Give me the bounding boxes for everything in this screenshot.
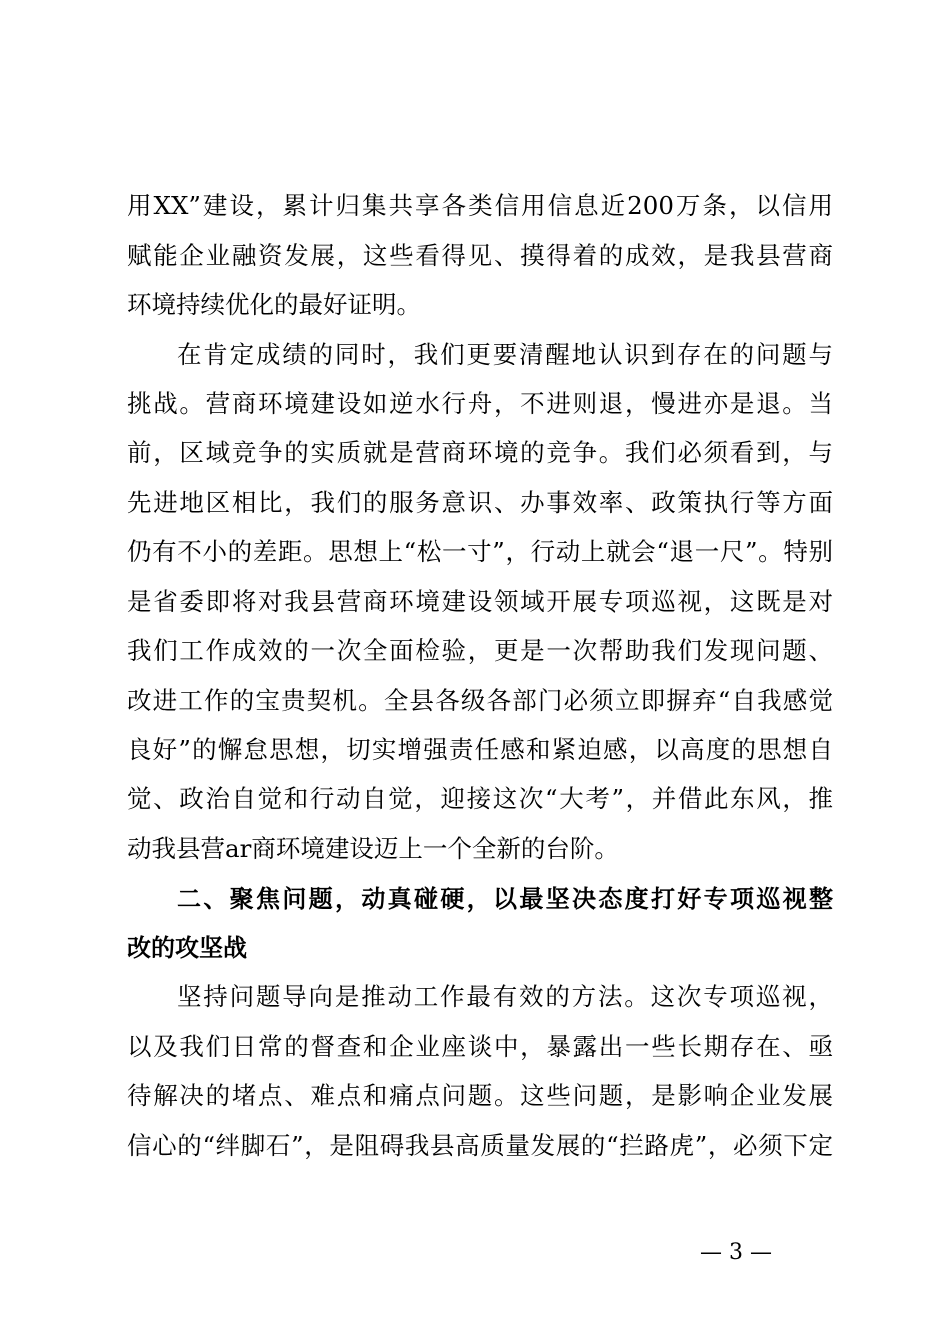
paragraph-line: 坚持问题导向是推动工作最有效的方法。这次专项巡视， bbox=[177, 982, 833, 1011]
paragraph-line: 是省委即将对我县营商环境建设领域开展专项巡视，这既是对 bbox=[127, 587, 833, 616]
paragraph-line: 在肯定成绩的同时，我们更要清醒地认识到存在的问题与 bbox=[177, 340, 833, 369]
section-heading: 改的攻坚战 bbox=[127, 934, 247, 962]
paragraph-line: 动我县营ar商环境建设迈上一个全新的台阶。 bbox=[127, 834, 619, 863]
paragraph-line: 待解决的堵点、难点和痛点问题。这些问题，是影响企业发展 bbox=[127, 1081, 833, 1110]
paragraph-line: 改进工作的宝贵契机。全县各级各部门必须立即摒弃“自我感觉 bbox=[127, 686, 833, 715]
paragraph-line: 前，区域竞争的实质就是营商环境的竞争。我们必须看到，与 bbox=[127, 438, 833, 467]
paragraph-line: 环境持续优化的最好证明。 bbox=[127, 290, 421, 319]
paragraph-line: 良好”的懈怠思想，切实增强责任感和紧迫感，以高度的思想自 bbox=[127, 735, 833, 764]
paragraph-line: 以及我们日常的督查和企业座谈中，暴露出一些长期存在、亟 bbox=[127, 1032, 833, 1061]
paragraph-line: 挑战。营商环境建设如逆水行舟，不进则退，慢进亦是退。当 bbox=[127, 389, 833, 418]
paragraph-line: 信心的“绊脚石”，是阻碍我县高质量发展的“拦路虎”，必须下定 bbox=[127, 1131, 833, 1160]
paragraph-line: 先进地区相比，我们的服务意识、办事效率、政策执行等方面 bbox=[127, 488, 833, 517]
paragraph-line: 觉、政治自觉和行动自觉，迎接这次“大考”，并借此东风，推 bbox=[127, 784, 833, 813]
page-number: — 3 — bbox=[700, 1240, 772, 1265]
paragraph-line: 赋能企业融资发展，这些看得见、摸得着的成效，是我县营商 bbox=[127, 241, 833, 270]
section-heading: 二、聚焦问题，动真碰硬，以最坚决态度打好专项巡视整 bbox=[177, 885, 833, 913]
paragraph-line: 仍有不小的差距。思想上“松一寸”，行动上就会“退一尺”。特别 bbox=[127, 537, 833, 566]
paragraph-line: 我们工作成效的一次全面检验，更是一次帮助我们发现问题、 bbox=[127, 636, 833, 665]
paragraph-line: 用XX”建设，累计归集共享各类信用信息近200万条，以信用 bbox=[127, 191, 833, 220]
